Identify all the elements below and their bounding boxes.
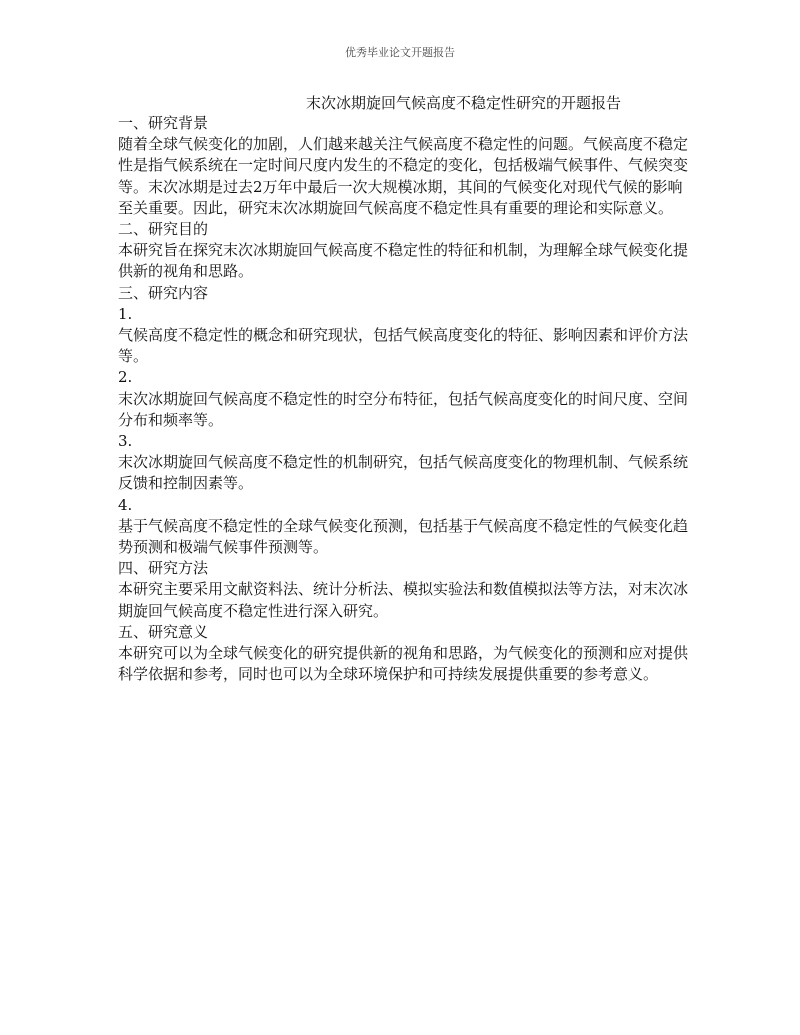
content-item-text: 末次冰期旋回气候高度不稳定性的时空分布特征，包括气候高度变化的时间尺度、空间分布和频率等。	[118, 389, 689, 429]
section-heading-content: 三、研究内容	[118, 283, 209, 302]
document-body	[118, 113, 690, 685]
content-item-text: 末次冰期旋回气候高度不稳定性的机制研究，包括气候高度变化的物理机制、气候系统反馈和控制因素等。	[118, 453, 689, 493]
content-item-text: 基于气候高度不稳定性的全球气候变化预测，包括基于气候高度不稳定性的气候变化趋势预测和极端气候事件预测等。	[118, 516, 689, 557]
content-item-number: 4.	[118, 495, 133, 514]
content-item-number: 2.	[118, 368, 133, 387]
section-text-background: 随着全球气候变化的加剧，人们越来越关注气候高度不稳定性的问题。气候高度不稳定性是指气候系统在一定时间尺度内发生的不稳定的变化，包括极端气候事件、气候突变等。末次冰期是过去2万年中最后一次大规模冰期，其间的气候变化对现代气候的影响至关重要。因此，研究末次冰期旋回气候高度不稳定性具有重要的理论和实际意义。	[118, 135, 689, 217]
content-item-number: 3.	[118, 432, 133, 451]
section-heading-significance: 五、研究意义	[118, 622, 209, 641]
document-title: 末次冰期旋回气候高度不稳定性研究的开题报告	[306, 94, 622, 112]
section-text-methods: 本研究主要采用文献资料法、统计分析法、模拟实验法和数值模拟法等方法，对末次冰期旋回气候高度不稳定性进行深入研究。	[118, 580, 689, 620]
content-item-number: 1.	[118, 304, 133, 323]
section-heading-background: 一、研究背景	[118, 114, 209, 132]
content-item-text: 气候高度不稳定性的概念和研究现状，包括气候高度变化的特征、影响因素和评价方法等。	[118, 326, 689, 366]
running-header: 优秀毕业论文开题报告	[345, 46, 455, 59]
section-heading-methods: 四、研究方法	[118, 559, 209, 578]
section-heading-purpose: 二、研究目的	[118, 220, 209, 239]
section-text-significance: 本研究可以为全球气候变化的研究提供新的视角和思路，为气候变化的预测和应对提供科学依据和参考，同时也可以为全球环境保护和可持续发展提供重要的参考意义。	[118, 644, 689, 684]
section-text-purpose: 本研究旨在探究末次冰期旋回气候高度不稳定性的特征和机制，为理解全球气候变化提供新的视角和思路。	[118, 241, 689, 281]
